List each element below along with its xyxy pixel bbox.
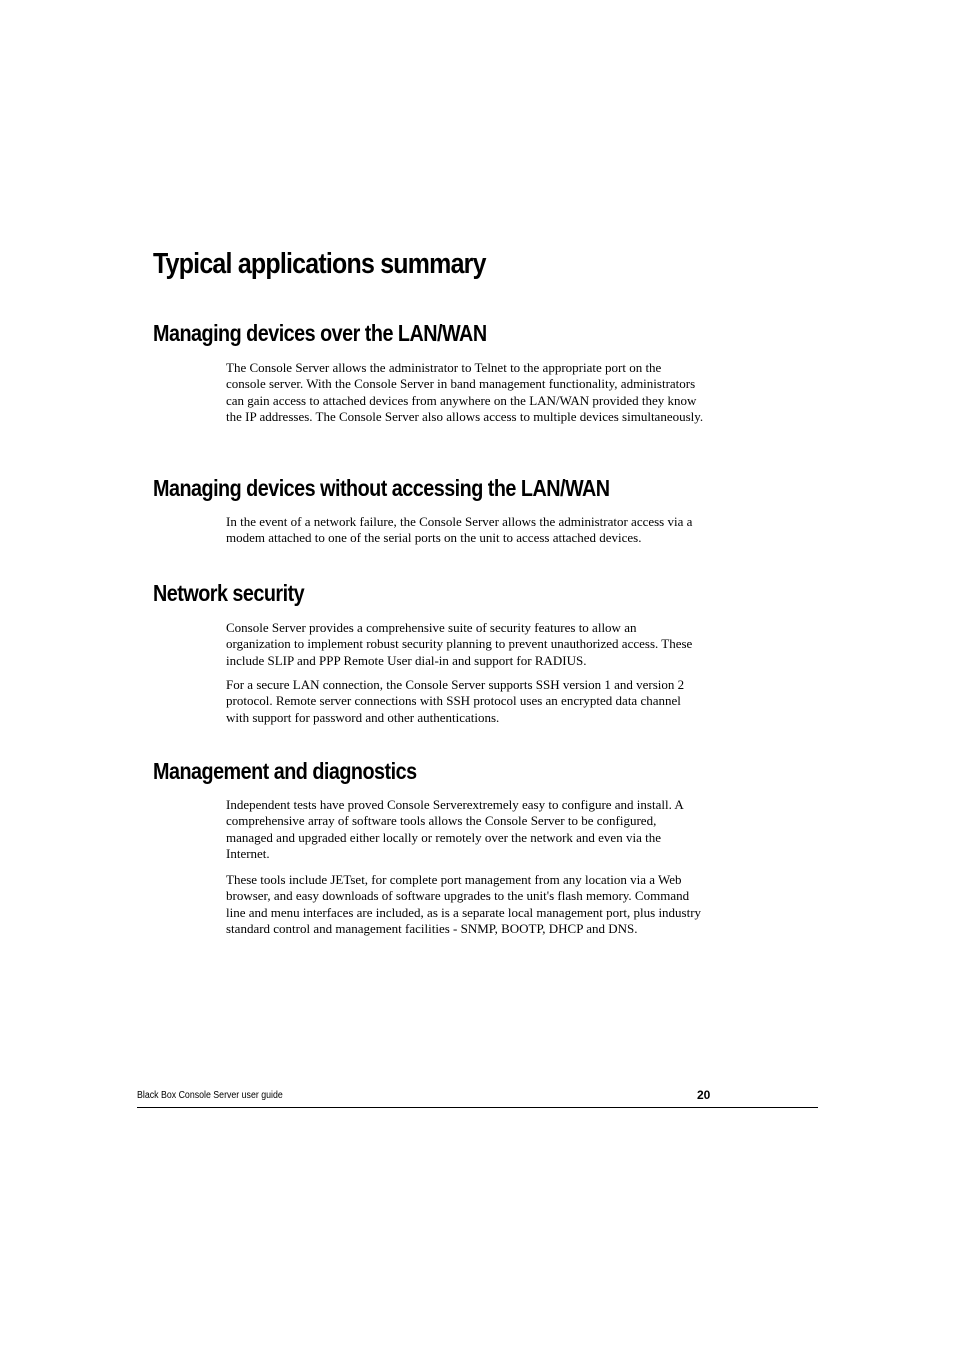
page-title: Typical applications summary: [153, 248, 486, 280]
section-heading-without-lan-wan: Managing devices without accessing the LAN/WAN: [153, 475, 610, 501]
section-heading-management-diagnostics: Management and diagnostics: [153, 758, 417, 784]
paragraph-management-diagnostics-1: Independent tests have proved Console Serverextremely easy to configure and install. A comprehensive array of software tools allows the Console Server to be configured, managed and upgraded either locally or remotely over the network and even via the Internet.: [226, 797, 684, 862]
paragraph-lan-wan: The Console Server allows the administrator to Telnet to the appropriate port on the console server. With the Console Server in band management functionality, administrators can gain access to attached devices from anywhere on the LAN/WAN provided they know the IP addresses. The Console Server also allows access to multiple devices simultaneously.: [226, 360, 704, 425]
paragraph-management-diagnostics-2: These tools include JETset, for complete port management from any location via a Web browser, and easy downloads of software upgrades to the unit's flash memory. Command line and menu interfaces are included, as is a separate local management port, plus industry standard control and management facilities - SNMP, BOOTP, DHCP and DNS.: [226, 872, 702, 937]
paragraph-network-security-2: For a secure LAN connection, the Console Server supports SSH version 1 and version 2 protocol. Remote server connections with SSH protocol uses an encrypted data channel with support for password and other authentications.: [226, 677, 685, 725]
footer-document-title: Black Box Console Server user guide: [137, 1090, 283, 1101]
footer-page-number: 20: [697, 1088, 711, 1102]
footer-divider: [137, 1107, 818, 1108]
section-heading-network-security: Network security: [153, 580, 305, 606]
paragraph-network-security-1: Console Server provides a comprehensive suite of security features to allow an organization to implement robust security planning to prevent unauthorized access. These include SLIP and PPP Remote User dial-in and support for RADIUS.: [226, 620, 693, 668]
paragraph-without-lan-wan: In the event of a network failure, the Console Server allows the administrator access via a modem attached to one of the serial ports on the unit to access attached devices.: [226, 514, 693, 546]
section-heading-lan-wan: Managing devices over the LAN/WAN: [153, 320, 487, 346]
